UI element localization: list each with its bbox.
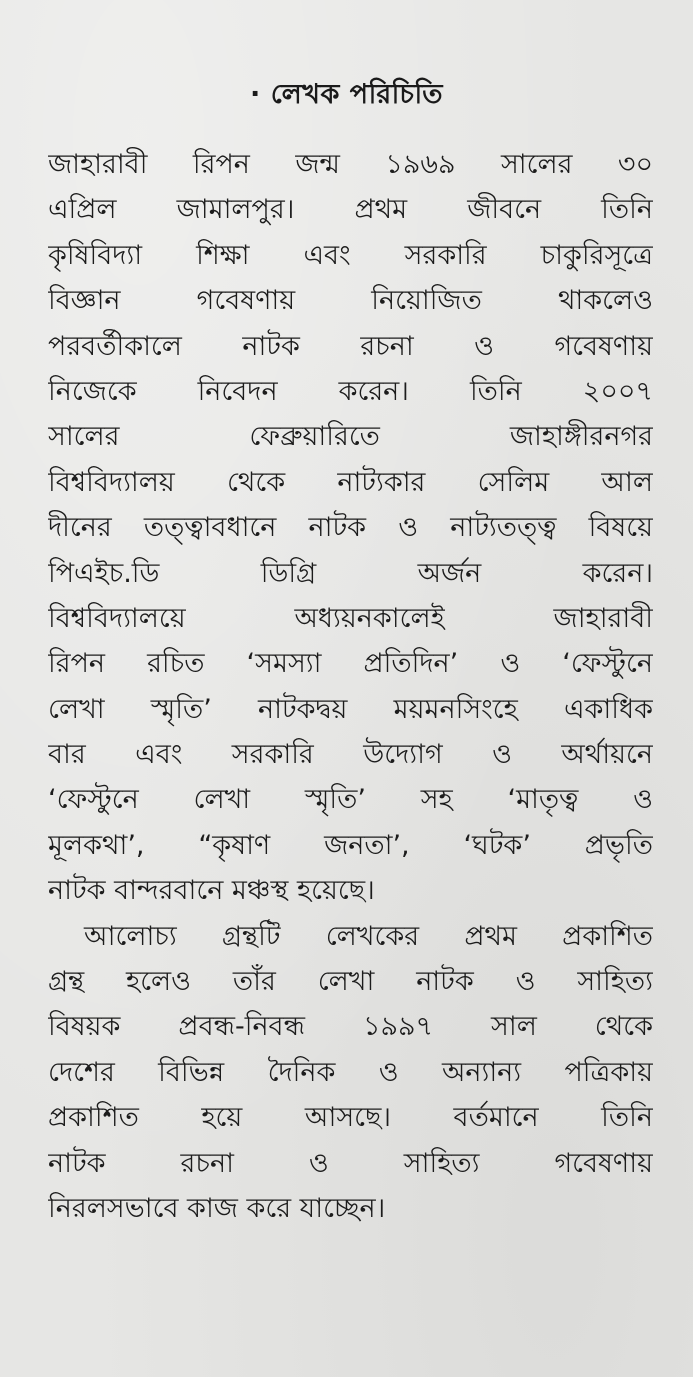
text-line: মূলকথা’, “কৃষাণ জনতা’, ‘ঘটক’ প্রভৃতি (48, 829, 653, 861)
text-line: নিরলসভাবে কাজ করে যাচ্ছেন। (48, 1192, 386, 1224)
text-line: এপ্রিল জামালপুর। প্রথম জীবনে তিনি (48, 194, 653, 226)
text-line: নিজেকে নিবেদন করেন। তিনি ২০০৭ (48, 375, 653, 407)
paragraph-2 (48, 914, 653, 1232)
text-line: বিষয়ক প্রবন্ধ-নিবন্ধ ১৯৯৭ সাল থেকে (48, 1011, 653, 1043)
text-line: দেশের বিভিন্ন দৈনিক ও অন্যান্য পত্রিকায় (48, 1056, 653, 1088)
text-line: দীনের তত্ত্বাবধানে নাটক ও নাট্যতত্ত্ব বিষয়ে (48, 512, 653, 544)
page-title: · লেখক পরিচিতি (250, 79, 443, 110)
text-line: পিএইচ.ডি ডিগ্রি অর্জন করেন। (48, 557, 653, 589)
text-line: গ্রন্থ হলেও তাঁর লেখা নাটক ও সাহিত্য (48, 966, 653, 998)
text-line: নাটক বান্দরবানে মঞ্চস্থ হয়েছে। (48, 875, 375, 907)
text-line: কৃষিবিদ্যা শিক্ষা এবং সরকারি চাকুরিসূত্রে (48, 239, 653, 271)
text-line: রিপন রচিত ‘সমস্যা প্রতিদিন’ ও ‘ফেস্টুনে (48, 648, 653, 680)
text-line: পরবর্তীকালে নাটক রচনা ও গবেষণায় (48, 330, 653, 362)
text-line: প্রকাশিত হয়ে আসছে। বর্তমানে তিনি (48, 1102, 653, 1134)
paragraph-1 (48, 142, 653, 914)
text-line: আলোচ্য গ্রন্থটি লেখকের প্রথম প্রকাশিত (84, 920, 653, 952)
text-line: নাটক রচনা ও সাহিত্য গবেষণায় (48, 1147, 653, 1179)
text-line: বিশ্ববিদ্যালয়ে অধ্যয়নকালেই জাহারাবী (48, 602, 653, 634)
text-line: বিজ্ঞান গবেষণায় নিয়োজিত থাকলেও (48, 285, 653, 317)
author-bio (48, 142, 653, 1231)
text-line: বার এবং সরকারি উদ্যোগ ও অর্থায়নে (48, 739, 653, 771)
text-line: লেখা স্মৃতি’ নাটকদ্বয় ময়মনসিংহে একাধিক (48, 693, 653, 725)
text-line: ‘ফেস্টুনে লেখা স্মৃতি’ সহ ‘মাতৃত্ব ও (48, 784, 653, 816)
text-line: জাহারাবী রিপন জন্ম ১৯৬৯ সালের ৩০ (48, 149, 653, 180)
text-line: সালের ফেব্রুয়ারিতে জাহাঙ্গীরনগর (48, 421, 653, 453)
text-line: বিশ্ববিদ্যালয় থেকে নাট্যকার সেলিম আল (48, 466, 653, 498)
